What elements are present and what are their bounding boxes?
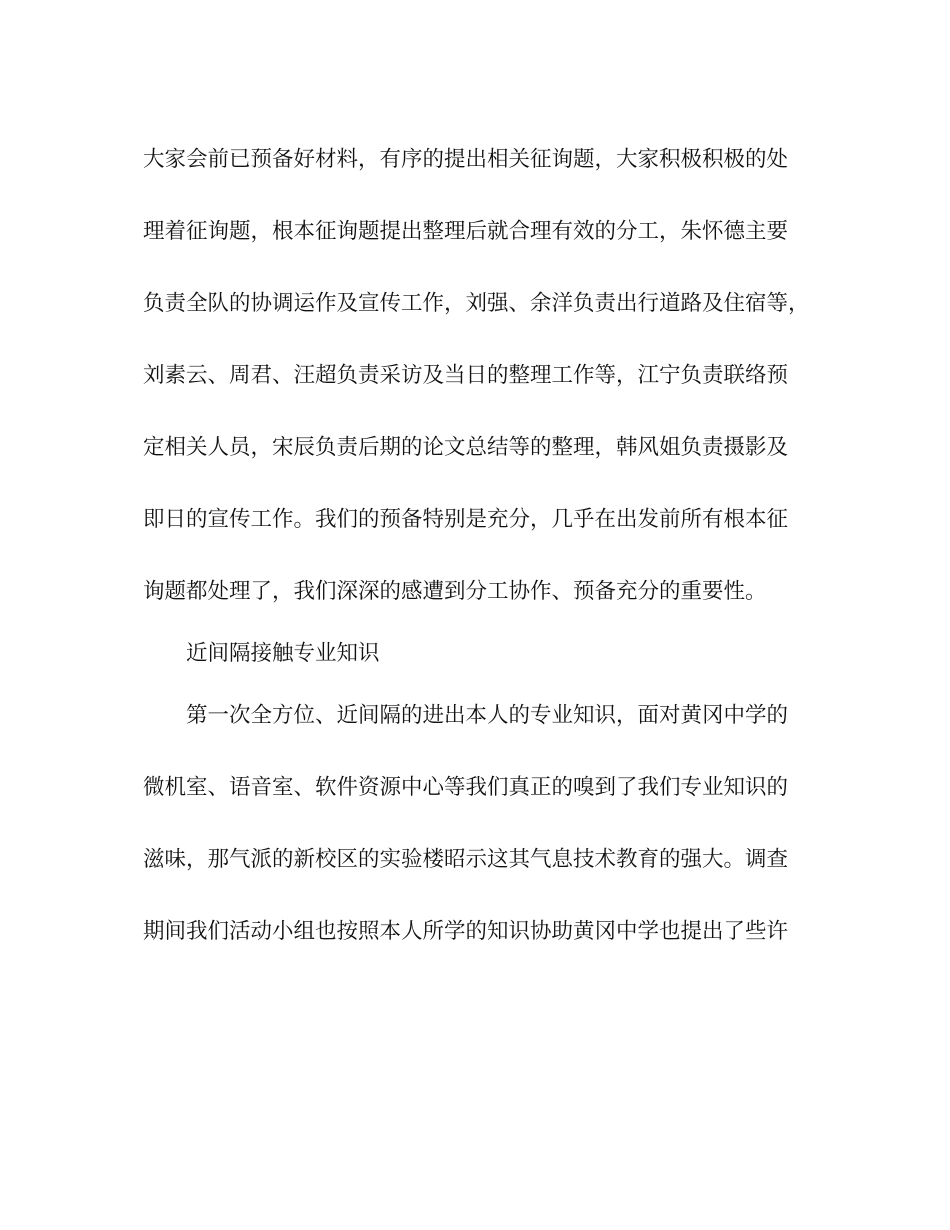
text-line-4: 刘素云、周君、汪超负责采访及当日的整理工作等，江宁负责联络预: [143, 363, 789, 388]
text-line-2: 理着征询题，根本征询题提出整理后就合理有效的分工，朱怀德主要: [143, 219, 789, 244]
text-line-1: 大家会前已预备好材料，有序的提出相关征询题，大家积极积极的处: [143, 147, 789, 172]
section-heading: 近间隔接触专业知识: [186, 641, 380, 666]
text-line-5: 定相关人员，宋辰负责后期的论文总结等的整理，韩风姐负责摄影及: [143, 435, 789, 460]
text-line-12: 期间我们活动小组也按照本人所学的知识协助黄冈中学也提出了些许: [143, 919, 789, 944]
text-line-11: 滋味，那气派的新校区的实验楼昭示这其气息技术教育的强大。调查: [143, 847, 789, 872]
text-line-7: 询题都处理了，我们深深的感遭到分工协作、预备充分的重要性。: [143, 579, 767, 604]
text-line-10: 微机室、语音室、软件资源中心等我们真正的嗅到了我们专业知识的: [143, 775, 789, 800]
text-line-6: 即日的宣传工作。我们的预备特别是充分，几乎在出发前所有根本征: [143, 507, 789, 532]
text-line-9: 第一次全方位、近间隔的进出本人的专业知识，面对黄冈中学的: [186, 703, 789, 728]
text-line-3: 负责全队的协调运作及宣传工作，刘强、余洋负责出行道路及住宿等，: [143, 291, 810, 316]
